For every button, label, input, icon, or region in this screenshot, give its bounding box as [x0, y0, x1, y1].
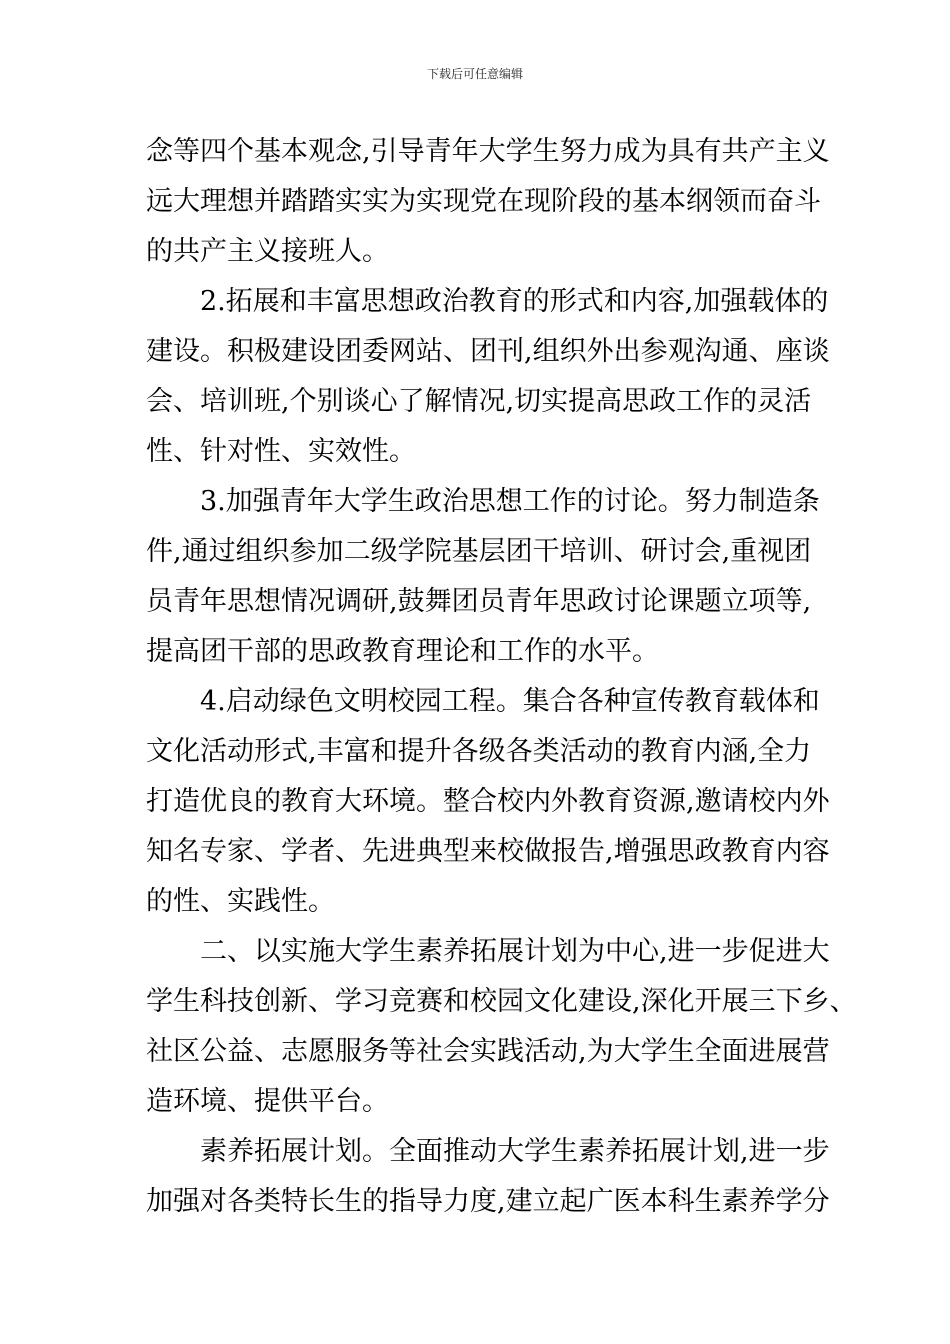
paragraph-start-line: 2.拓展和丰富思想政治教育的形式和内容,加强载体的: [200, 286, 829, 317]
paragraph-start-line: 3.加强青年大学生政治思想工作的讨论。努力制造条: [200, 486, 820, 517]
text-line: 会、培训班,个别谈心了解情况,切实提高思政工作的灵活: [146, 386, 812, 417]
text-line: 打造优良的教育大环境。整合校内外教育资源,邀请校内外: [146, 786, 830, 817]
text-line: 性、针对性、实效性。: [146, 436, 416, 467]
text-line: 社区公益、志愿服务等社会实践活动,为大学生全面进展营: [146, 1036, 830, 1067]
text-line: 提高团干部的思政教育理论和工作的水平。: [146, 636, 659, 667]
text-line: 的性、实践性。: [146, 886, 335, 917]
text-line: 的共产主义接班人。: [146, 236, 389, 267]
paragraph-start-line: 4.启动绿色文明校园工程。集合各种宣传教育载体和: [200, 686, 820, 717]
document-body: [146, 127, 857, 1227]
text-line: 学生科技创新、学习竞赛和校园文化建设,深化开展三下乡、: [146, 986, 857, 1017]
text-line: 建设。积极建设团委网站、团刊,组织外出参观沟通、座谈: [146, 336, 830, 367]
paragraph-start-line: 素养拓展计划。全面推动大学生素养拓展计划,进一步: [200, 1136, 830, 1167]
page-header: 下载后可任意编辑: [426, 67, 523, 81]
text-line: 件,通过组织参加二级学院基层团干培训、研讨会,重视团: [146, 536, 812, 567]
text-line: 念等四个基本观念,引导青年大学生努力成为具有共产主义: [146, 136, 830, 167]
text-line: 造环境、提供平台。: [146, 1086, 389, 1117]
text-line: 远大理想并踏踏实实为实现党在现阶段的基本纲领而奋斗: [146, 186, 821, 217]
text-line: 员青年思想情况调研,鼓舞团员青年思政讨论课题立项等,: [146, 586, 812, 617]
text-line: 加强对各类特长生的指导力度,建立起广医本科生素养学分: [146, 1186, 830, 1217]
paragraph-start-line: 二、以实施大学生素养拓展计划为中心,进一步促进大: [200, 936, 830, 967]
text-line: 知名专家、学者、先进典型来校做报告,增强思政教育内容: [146, 836, 830, 867]
text-line: 文化活动形式,丰富和提升各级各类活动的教育内涵,全力: [146, 736, 812, 767]
